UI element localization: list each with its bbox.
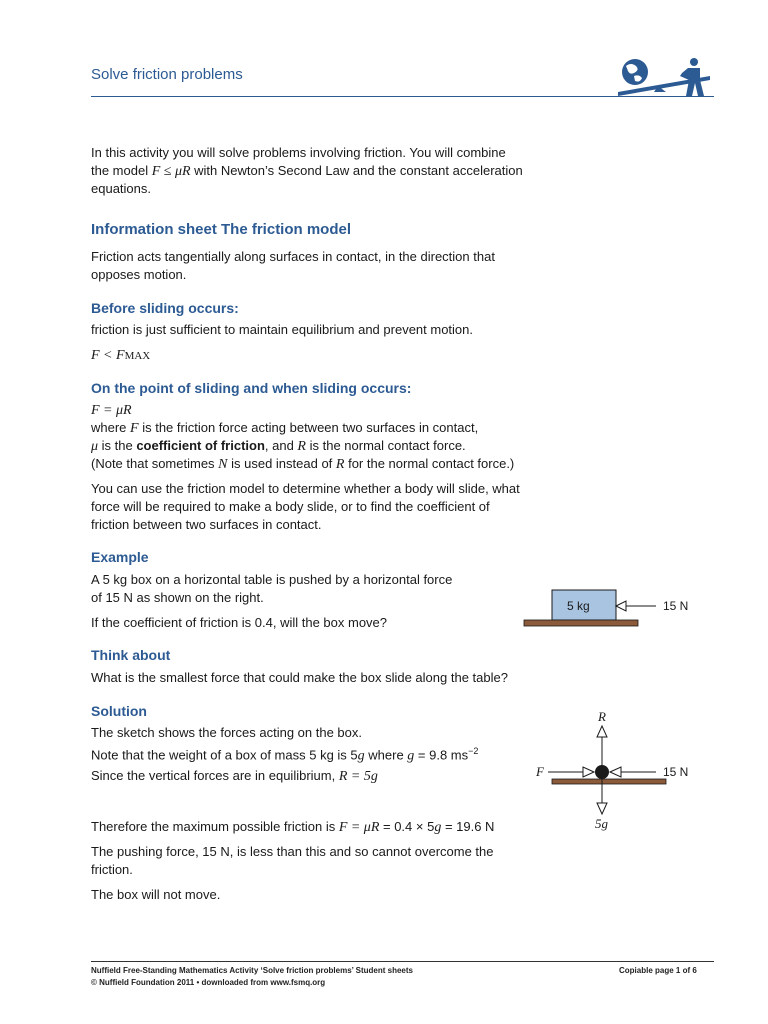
before-sliding-formula: F < FMAX	[91, 348, 151, 363]
push-force-label: 15 N	[663, 599, 689, 613]
info-line-1: Friction acts tangentially along surfaces in contact, in the direction that	[91, 249, 495, 264]
solution-line-5: The pushing force, 15 N, is less than this and so cannot overcome the	[91, 844, 494, 859]
intro-line-3: equations.	[91, 181, 151, 196]
box-mass-label: 5 kg	[567, 599, 590, 613]
info-line-2: opposes motion.	[91, 267, 187, 282]
friction-force-label: F	[536, 764, 544, 779]
push-head	[610, 767, 621, 777]
solution-heading: Solution	[91, 703, 147, 719]
normal-force-label: R	[598, 709, 606, 724]
nuffield-logo-icon	[614, 56, 714, 98]
push-arrow-head	[616, 601, 626, 611]
box-diagram	[520, 586, 720, 632]
point-of-sliding-heading: On the point of sliding and when sliding occurs:	[91, 380, 412, 396]
normal-force-head	[597, 726, 607, 737]
think-about-heading: Think about	[91, 647, 171, 663]
mu-line: μ is the coefficient of friction, and R is the normal contact force.	[91, 438, 466, 454]
note-line: (Note that sometimes N is used instead of R for the normal contact force.)	[91, 456, 515, 472]
footer-divider	[91, 961, 714, 962]
use-line-2: force will be required to make a body slide, or to find the coefficient of	[91, 499, 490, 514]
solution-line-3: Since the vertical forces are in equilibrium, R = 5g	[91, 768, 378, 784]
force-diagram	[528, 706, 718, 832]
footer-page-number: Copiable page 1 of 6	[619, 966, 697, 975]
solution-conclusion: The box will not move.	[91, 887, 221, 902]
intro-line-1: In this activity you will solve problems involving friction. You will combine	[91, 145, 506, 160]
table-surface	[524, 620, 638, 626]
friction-head	[583, 767, 594, 777]
example-heading: Example	[91, 549, 149, 565]
weight-label: 5g	[595, 816, 608, 831]
think-about-text: What is the smallest force that could make the box slide along the table?	[91, 670, 508, 685]
page-title: Solve friction problems	[91, 66, 243, 83]
weight-head	[597, 803, 607, 814]
solution-line-6: friction.	[91, 862, 133, 877]
info-heading: Information sheet The friction model	[91, 221, 352, 238]
solution-line-4: Therefore the maximum possible friction is F = μR = 0.4 × 5g = 19.6 N	[91, 819, 495, 835]
before-sliding-heading: Before sliding occurs:	[91, 300, 239, 316]
where-line: where F is the friction force acting between two surfaces in contact,	[91, 420, 479, 436]
before-sliding-text: friction is just sufficient to maintain equilibrium and prevent motion.	[91, 322, 474, 337]
push-force-label: 15 N	[663, 765, 689, 779]
footer-activity: Nuffield Free-Standing Mathematics Activity ‘Solve friction problems’ Student sheets	[91, 966, 413, 975]
use-line-3: friction between two surfaces in contact.	[91, 517, 322, 532]
intro-line-2: the model F ≤ μR with Newton’s Second Law and the constant acceleration	[91, 163, 523, 179]
force-table-surface	[552, 779, 666, 784]
footer-copyright: © Nuffield Foundation 2011 • downloaded from www.fsmq.org	[91, 978, 326, 987]
use-line-1: You can use the friction model to determine whether a body will slide, what	[91, 481, 520, 496]
example-line-2: of 15 N as shown on the right.	[91, 590, 264, 605]
example-line-1: A 5 kg box on a horizontal table is pushed by a horizontal force	[91, 572, 453, 587]
sliding-formula: F = μR	[91, 403, 132, 418]
solution-line-1: The sketch shows the forces acting on the box.	[91, 725, 362, 740]
example-line-3: If the coefficient of friction is 0.4, will the box move?	[91, 615, 388, 630]
header-divider	[91, 96, 714, 97]
solution-line-2: Note that the weight of a box of mass 5 kg is 5g where g = 9.8 $ms^{-2}$	[91, 746, 479, 764]
particle-dot	[595, 765, 609, 779]
